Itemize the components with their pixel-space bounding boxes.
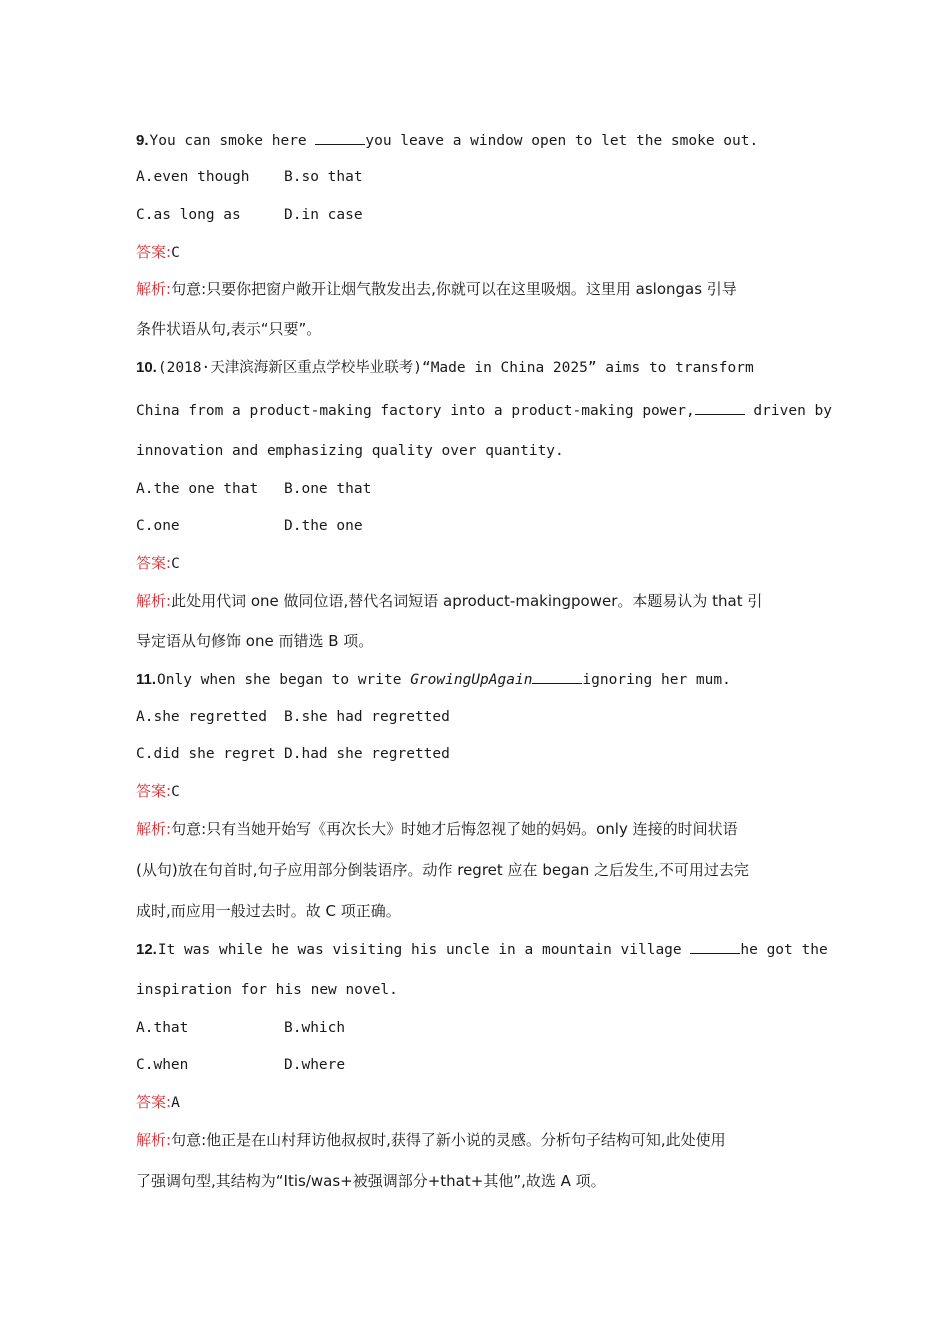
question-12-analysis-line2: 了强调句型,其结构为“Itis/was+被强调部分+that+其他”,故选 A 项。 (136, 1172, 606, 1190)
question-11-stem: 11.Only when she began to write GrowingUpAgain ignoring her mum. (136, 671, 731, 688)
question-11-analysis-line3: 成时,而应用一般过去时。故 C 项正确。 (136, 902, 401, 920)
question-10-stem-line1: 10.(2018·天津滨海新区重点学校毕业联考)“Made in China 2025” aims to transform (136, 359, 754, 376)
question-12-answer: 答案:A (136, 1093, 180, 1111)
option-b: B.so that (284, 169, 363, 185)
question-10-analysis-line1: 解析:此处用代词 one 做同位语,替代名词短语 aproduct-makingpower。本题易认为 that 引 (136, 592, 763, 610)
question-11-analysis-line1: 解析:句意:只有当她开始写《再次长大》时她才后悔忽视了她的妈妈。only 连接的时间状语 (136, 820, 738, 838)
question-9-options-row2 (136, 205, 363, 225)
question-number: 12. (136, 941, 157, 958)
question-11-answer: 答案:C (136, 782, 180, 800)
option-c: C.when (136, 1057, 189, 1073)
question-10-stem-line2: China from a product-making factory into a product-making power, driven by (136, 400, 832, 421)
option-c: C.as long as (136, 207, 241, 223)
question-9-analysis-line2: 条件状语从句,表示“只要”。 (136, 320, 322, 338)
option-b: B.which (284, 1020, 346, 1036)
option-a: A.even though (136, 169, 250, 185)
answer-blank (695, 400, 745, 415)
question-12-analysis-line1: 解析:句意:他正是在山村拜访他叔叔时,获得了新小说的灵感。分析句子结构可知,此处使用 (136, 1131, 726, 1149)
question-9-analysis-line1: 解析:句意:只要你把窗户敞开让烟气散发出去,你就可以在这里吸烟。这里用 aslongas 引导 (136, 280, 737, 298)
question-9-stem: 9.You can smoke here you leave a window open to let the smoke out. (136, 132, 759, 149)
question-10-options-row2 (136, 516, 363, 536)
answer-blank (532, 669, 582, 684)
option-a: A.the one that (136, 481, 259, 497)
question-12-options-row1 (136, 1018, 345, 1038)
book-title: GrowingUpAgain (410, 672, 533, 688)
question-10-analysis-line2: 导定语从句修饰 one 而错选 B 项。 (136, 632, 374, 650)
option-b: B.one that (284, 481, 372, 497)
question-10-stem-line3: innovation and emphasizing quality over quantity. (136, 443, 564, 459)
question-11-options-row2 (136, 744, 450, 764)
option-c: C.one (136, 518, 180, 534)
option-d: D.the one (284, 518, 363, 534)
answer-blank (690, 939, 740, 954)
question-number: 11. (136, 671, 157, 688)
question-12-stem-line1: 12.It was while he was visiting his uncle in a mountain village he got the (136, 941, 828, 958)
question-12-stem-line2: inspiration for his new novel. (136, 982, 398, 998)
question-number: 10. (136, 359, 157, 376)
option-d: D.where (284, 1057, 346, 1073)
answer-blank (315, 130, 365, 145)
option-a: A.that (136, 1020, 189, 1036)
question-9-options-row1 (136, 167, 363, 187)
question-number: 9. (136, 132, 149, 149)
question-10-options-row1 (136, 479, 371, 499)
option-c: C.did she regret (136, 746, 276, 762)
question-9-answer: 答案:C (136, 243, 180, 261)
question-11-analysis-line2: (从句)放在句首时,句子应用部分倒装语序。动作 regret 应在 began 之后发生,不可用过去完 (136, 861, 749, 879)
option-a: A.she regretted (136, 709, 267, 725)
option-d: D.in case (284, 207, 363, 223)
question-12-options-row2 (136, 1055, 345, 1075)
option-b: B.she had regretted (284, 709, 450, 725)
question-10-answer: 答案:C (136, 554, 180, 572)
option-d: D.had she regretted (284, 746, 450, 762)
question-11-options-row1 (136, 707, 450, 727)
